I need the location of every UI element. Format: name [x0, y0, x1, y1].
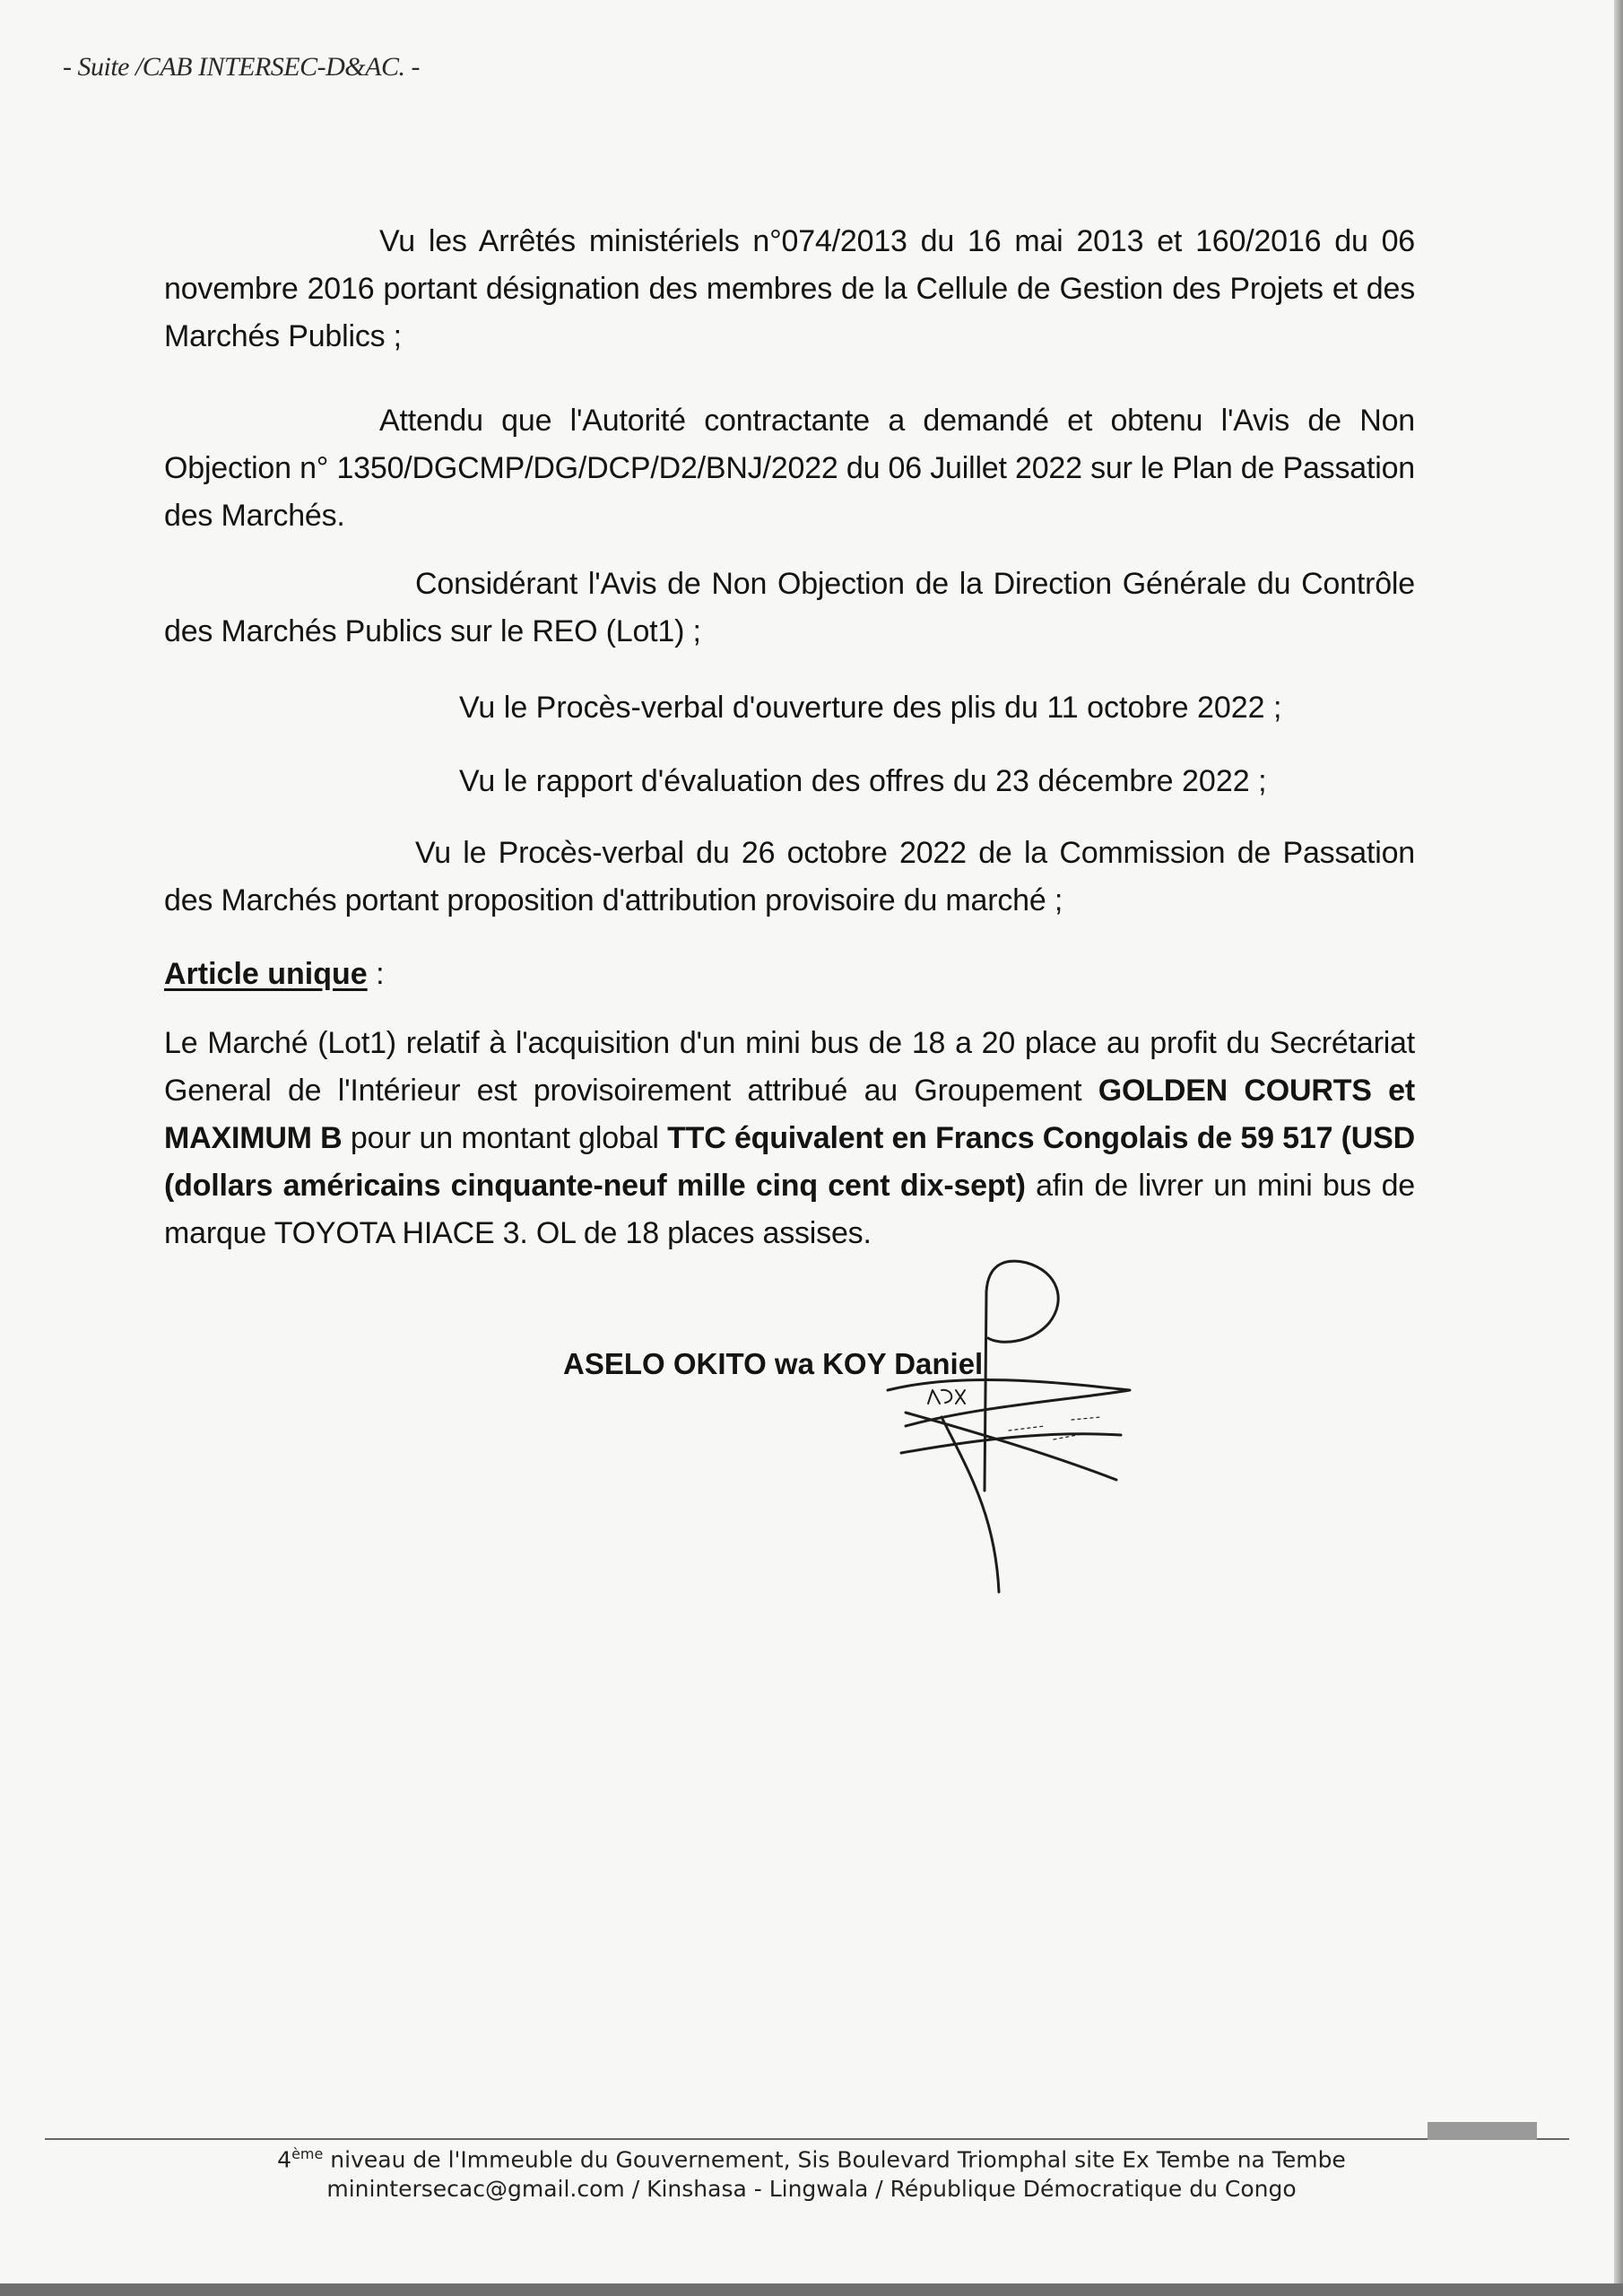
paragraph-considerant: Considérant l'Avis de Non Objection de la Direction Générale du Contrôle des Marchés Publics sur le REO (Lot1) ;: [164, 567, 1415, 648]
scanner-stamp: [1428, 2122, 1537, 2140]
footer-divider: [45, 2138, 1569, 2140]
footer-address: [0, 2145, 1623, 2172]
article-awardee: GOLDEN COURTS et MAXIMUM B: [164, 1074, 1415, 1155]
scan-bottom-edge: [0, 2283, 1623, 2296]
footer-level-number: 4: [277, 2146, 292, 2173]
footer-address-text: niveau de l'Immeuble du Gouvernement, Sis Boulevard Triomphal site Ex Tembe na Tembe: [323, 2146, 1346, 2173]
signature-initials: [928, 1390, 965, 1404]
paragraph-pv-commission: Vu le Procès-verbal du 26 octobre 2022 de la Commission de Passation des Marchés portant proposition d'attribution provisoire du marché ;: [164, 836, 1415, 918]
article-amount: TTC équivalent en Francs Congolais de 59 517 (USD (dollars américains cinquante-neuf mille cinq cent dix-sept): [164, 1121, 1415, 1203]
article-text-3: afin de livrer un mini bus de marque TOYOTA HIACE 3. OL de 18 places assises.: [164, 1169, 1415, 1250]
article-body: [164, 1020, 1415, 1257]
article-title: Article unique: [164, 957, 368, 991]
footer-level-suffix: ème: [291, 2145, 324, 2162]
footer-contact: minintersecac@gmail.com / Kinshasa - Lingwala / République Démocratique du Congo: [326, 2176, 1297, 2202]
scan-right-edge: [1614, 0, 1623, 2296]
paragraph-rapport-evaluation: Vu le rapport d'évaluation des offres du 23 décembre 2022 ;: [459, 764, 1267, 798]
paragraph-attendu: Attendu que l'Autorité contractante a demandé et obtenu l'Avis de Non Objection n° 1350/DGCMP/DG/DCP/D2/BNJ/2022 du 06 Juillet 2022 sur le Plan de Passation des Marchés.: [164, 404, 1415, 533]
article-title-colon: :: [367, 957, 385, 991]
handwritten-signature: [852, 1256, 1184, 1596]
article-text-2: pour un montant global: [342, 1121, 668, 1155]
article-text-1: Le Marché (Lot1) relatif à l'acquisition d'un mini bus de 18 a 20 place au profit du Secrétariat General de l'Intérieur est provisoirement attribué au Groupement: [164, 1026, 1415, 1108]
article-heading: [164, 951, 385, 998]
signatory-name: ASELO OKITO wa KOY Daniel: [563, 1347, 984, 1380]
paragraph-arretes: Vu les Arrêtés ministériels n°074/2013 du 16 mai 2013 et 160/2016 du 06 novembre 2016 portant désignation des membres de la Cellule de Gestion des Projets et des Marchés Publics ;: [164, 224, 1415, 353]
header-reference: - Suite /CAB INTERSEC-D&AC. -: [63, 52, 420, 82]
paragraph-pv-ouverture: Vu le Procès-verbal d'ouverture des plis du 11 octobre 2022 ;: [459, 691, 1282, 725]
